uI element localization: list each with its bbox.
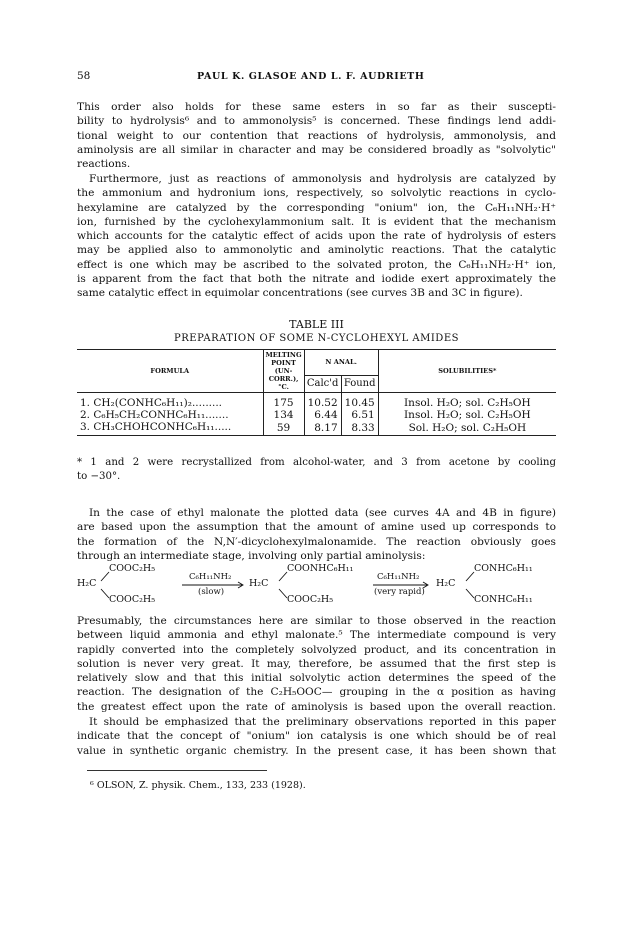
table-footnote (77, 456, 556, 483)
page-number: 58 (77, 70, 91, 82)
cell-calcd: 8.17 (304, 421, 341, 436)
table-title: TABLE III (289, 318, 344, 331)
text-line: rapidly converted into the completely solvolyzed product, and its concentration in (77, 643, 556, 656)
scheme-s3-left: H₂C (436, 578, 456, 589)
scheme-arrow1-condition: (slow) (198, 587, 225, 597)
cell-found: 6.51 (341, 409, 378, 421)
running-header-authors: PAUL K. GLASOE AND L. F. AUDRIETH (197, 71, 425, 82)
paragraph-1 (77, 100, 556, 171)
cell-found: 8.33 (341, 421, 378, 436)
cell-solubility: Insol. H₂O; sol. C₂H₅OH (378, 397, 556, 409)
header-found: Found (341, 375, 378, 392)
text-line: may be applied also to ammonolytic and aminolytic reactions. That the catalytic (77, 244, 556, 257)
cell-formula: 3. CH₃CHOHCONHC₆H₁₁..... (80, 420, 232, 433)
text-line: the formation of the N,N′-dicyclohexylmalonamide. The reaction obviously goes (77, 535, 556, 548)
text-line: It should be emphasized that the preliminary observations reported in this paper (89, 716, 556, 728)
cell-calcd: 10.52 (304, 397, 341, 409)
text-line: aminolysis are all similar in character and may be considered broadly as "solvolytic" (77, 143, 556, 156)
text-line: tional weight to our contention that reactions of hydrolysis, ammonolysis, and (77, 129, 556, 142)
header-melting-point: MELTING POINT (UN- CORR.), °C. (263, 350, 304, 393)
text-line: This order also holds for these same esters in so far as their suscepti- (77, 101, 556, 113)
text-line: same catalytic effect in equimolar concentrations (see curves 3B and 3C in figure). (77, 287, 523, 300)
text-line: solution is never very great. It may, therefore, be assumed that the first step is (77, 657, 556, 670)
paragraph-5 (77, 715, 556, 758)
paragraph-2 (77, 172, 556, 301)
text-line: the ammonium and hydronium ions, respectively, so solvolytic reactions in cyclo- (77, 187, 556, 200)
text-line: Presumably, the circumstances here are similar to those observed in the reaction (77, 615, 556, 627)
paragraph-3 (77, 506, 556, 563)
table-iii (77, 349, 556, 436)
text-line: hexylamine are catalyzed by the corresponding "onium" ion, the C₆H₁₁NH₂·H⁺ (77, 201, 556, 214)
text-line: the greatest effect upon the rate of aminolysis is based upon the overall reaction. (77, 700, 556, 713)
cell-solubility: Insol. H₂O; sol. C₂H₅OH (378, 409, 556, 421)
text-line: In the case of ethyl malonate the plotted data (see curves 4A and 4B in figure) (89, 507, 556, 519)
text-line: relatively slow and that this initial solvolytic action determines the speed of the (77, 672, 556, 685)
scheme-s2-bottom: COOC₂H₅ (287, 594, 334, 605)
table-row (77, 421, 556, 436)
header-formula: FORMULA (77, 350, 263, 393)
footnote-rule (87, 770, 267, 771)
header-n-anal: N ANAL. (304, 350, 378, 376)
cell-solubility: Sol. H₂O; sol. C₂H₅OH (378, 421, 556, 436)
text-line: between liquid ammonia and ethyl malonate.⁵ The intermediate compound is very (77, 629, 556, 642)
scheme-arrow1-reagent: C₆H₁₁NH₂ (189, 572, 232, 582)
cell-formula: 2. C₆H₅CH₂CONHC₆H₁₁....... (80, 408, 229, 421)
cell-mp: 134 (263, 409, 304, 421)
scheme-s2-left: H₂C (249, 578, 269, 589)
page-footnote: ⁶ OLSON, Z. physik. Chem., 133, 233 (1928). (90, 780, 306, 791)
header-calcd: Calc'd (304, 375, 341, 392)
text-line: are based upon the assumption that the amount of amine used up corresponds to (77, 521, 556, 534)
text-line: indicate that the concept of "onium" ion catalysis is one which should be of real (77, 730, 556, 743)
header-solubilities: SOLUBILITIES* (378, 350, 556, 393)
table-row (77, 409, 556, 421)
text-line: effect is one which may be ascribed to the solvated proton, the C₆H₁₁NH₂·H⁺ ion, (77, 258, 556, 271)
scheme-s3-bottom: CONHC₆H₁₁ (474, 594, 533, 605)
scheme-s1-top: COOC₂H₅ (109, 563, 156, 574)
scheme-arrow2-reagent: C₆H₁₁NH₂ (377, 572, 420, 582)
text-line: bility to hydrolysis⁶ and to ammonolysis⁵ is concerned. These findings lend addi- (77, 115, 556, 128)
text-line: through an intermediate stage, involving only partial aminolysis: (77, 549, 426, 562)
text-line: reactions. (77, 158, 131, 171)
cell-mp: 59 (263, 421, 304, 436)
scheme-s1-bottom: COOC₂H₅ (109, 594, 156, 605)
table-row (77, 397, 556, 409)
table-subtitle: PREPARATION OF SOME N-CYCLOHEXYL AMIDES (174, 333, 459, 344)
text-line: is apparent from the fact that both the nitrate and iodide exert approximately the (77, 273, 556, 286)
paragraph-4 (77, 614, 556, 714)
text-line: * 1 and 2 were recrystallized from alcohol-water, and 3 from acetone by cooling (77, 457, 556, 468)
scheme-s2-top: COONHC₆H₁₁ (287, 563, 354, 574)
reaction-scheme (77, 563, 556, 611)
text-line: value in synthetic organic chemistry. In the present case, it has been shown that (77, 744, 556, 757)
cell-found: 10.45 (341, 397, 378, 409)
text-line: ion, furnished by the cyclohexylammonium salt. It is evident that the mechanism (77, 215, 556, 228)
cell-calcd: 6.44 (304, 409, 341, 421)
text-line: Furthermore, just as reactions of ammonolysis and hydrolysis are catalyzed by (89, 173, 556, 185)
scheme-s1-left: H₂C (77, 578, 97, 589)
text-line: to −30°. (77, 470, 121, 482)
cell-formula: 1. CH₂(CONHC₆H₁₁)₂......... (80, 396, 223, 409)
cell-mp: 175 (263, 397, 304, 409)
text-line: reaction. The designation of the C₂H₅OOC— grouping in the α position as having (77, 686, 556, 699)
scheme-s3-top: CONHC₆H₁₁ (474, 563, 533, 574)
text-line: which accounts for the catalytic effect of acids upon the rate of hydrolysis of esters (77, 230, 556, 243)
scheme-arrow2-condition: (very rapid) (374, 587, 425, 597)
